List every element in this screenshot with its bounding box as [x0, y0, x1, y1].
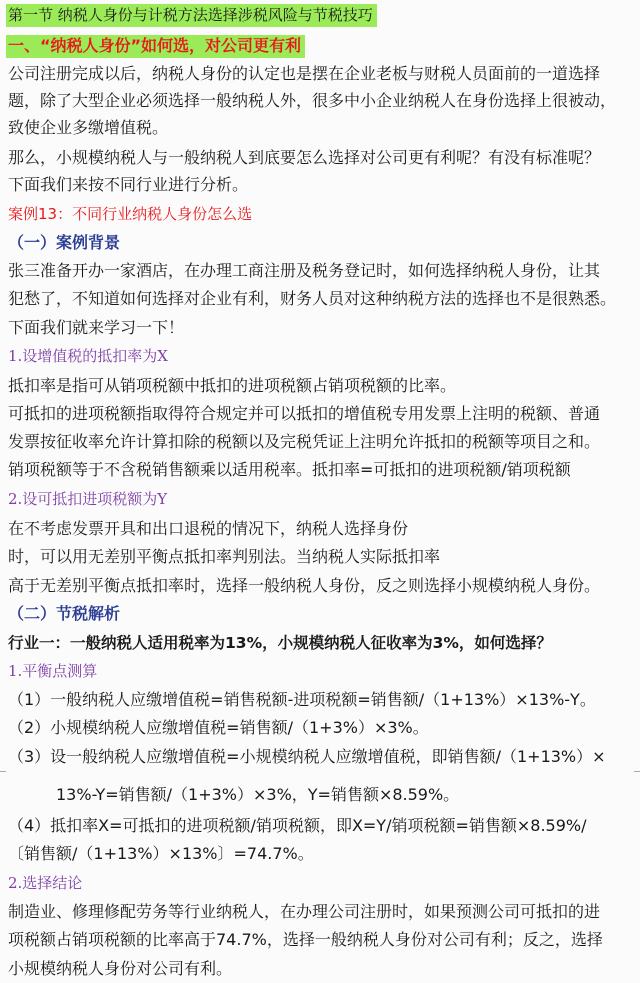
page-break-tick-left	[0, 771, 6, 772]
item-input-tax: 2.设可抵扣进项税额为Y	[8, 490, 168, 508]
item-conclusion: 2.选择结论	[8, 874, 83, 892]
heading-taxpayer-identity: 一、“纳税人身份”如何选，对公司更有利	[6, 35, 305, 58]
paragraph-intro-line: 致使企业多缴增值税。	[8, 118, 169, 137]
industry-one-heading: 行业一：一般纳税人适用税率为13%，小规模纳税人征收率为3%，如何选择？	[8, 634, 552, 652]
paragraph-conclusion-line: 制造业、修理修配劳务等行业纳税人，在办理公司注册时，如果预测公司可抵扣的进	[8, 902, 601, 921]
paragraph-deduction-line: 抵扣率是指可从销项税额中抵扣的进项税额占销项税额的比率。	[8, 376, 457, 395]
paragraph-deduction-line: 发票按征收率允许计算扣除的税额以及完税凭证上注明允许抵扣的税额等项目之和。	[8, 432, 601, 451]
paragraph-question-line: 那么，小规模纳税人与一般纳税人到底要怎么选择对公司更有利呢？有没有标准呢？	[8, 148, 601, 167]
calc-step-1: （1）一般纳税人应缴增值税=销售税额-进项税额=销售额/（1+13%）×13%-Y。	[8, 690, 596, 709]
paragraph-deduction-line: 销项税额等于不含税销售额乘以适用税率。抵扣率=可抵扣的进项税额/销项税额	[8, 460, 571, 479]
calc-step-3-continued: 13%-Y=销售额/（1+3%）×3%，Y=销售额×8.59%。	[56, 785, 460, 804]
case-title: 案例13：不同行业纳税人身份怎么选	[8, 205, 253, 223]
section-title: 第一节 纳税人身份与计税方法选择涉税风险与节税技巧	[6, 4, 377, 27]
subheading-tax-analysis: （二）节税解析	[8, 604, 121, 623]
paragraph-question-line: 下面我们来按不同行业进行分析。	[8, 175, 249, 194]
paragraph-conclusion-line: 项税额占销项税额的比率高于74.7%，选择一般纳税人身份对公司有利；反之，选择	[8, 930, 603, 949]
item-deduction-rate: 1.设增值税的抵扣率为X	[8, 347, 168, 365]
paragraph-case-line: 张三准备开办一家酒店，在办理工商注册及税务登记时，如何选择纳税人身份，让其	[8, 261, 601, 280]
page-break-tick-right	[634, 771, 640, 772]
calc-step-2: （2）小规模纳税人应缴增值税=销售额/（1+3%）×3%。	[8, 718, 429, 737]
paragraph-method-line: 高于无差别平衡点抵扣率时，选择一般纳税人身份，反之则选择小规模纳税人身份。	[8, 576, 601, 595]
paragraph-case-line: 犯愁了，不知道如何选择对企业有利，财务人员对这种纳税方法的选择也不是很熟悉。	[8, 289, 617, 308]
paragraph-conclusion-line: 小规模纳税人身份对公司有利。	[8, 959, 233, 978]
calc-step-4: （4）抵扣率X=可抵扣的进项税额/销项税额，即X=Y/销项税额=销售额×8.59%/	[8, 816, 587, 835]
paragraph-method-line: 时，可以用无差别平衡点抵扣率判别法。当纳税人实际抵扣率	[8, 547, 441, 566]
calc-step-3: （3）设一般纳税人应缴增值税=小规模纳税人应缴增值税，即销售额/（1+13%）×	[8, 747, 606, 766]
paragraph-method-line: 在不考虑发票开具和出口退税的情况下，纳税人选择身份	[8, 519, 409, 538]
paragraph-intro-line: 公司注册完成以后，纳税人身份的认定也是摆在企业老板与财税人员面前的一道选择	[8, 64, 601, 83]
subheading-case-background: （一）案例背景	[8, 233, 121, 252]
paragraph-deduction-line: 可抵扣的进项税额指取得符合规定并可以抵扣的增值税专用发票上注明的税额、普通	[8, 404, 601, 423]
item-balance-point: 1.平衡点测算	[8, 662, 98, 680]
paragraph-intro-line: 题，除了大型企业必须选择一般纳税人外，很多中小企业纳税人在身份选择上很被动，	[8, 91, 617, 110]
calc-step-4-continued: 〔销售额/（1+13%）×13%〕=74.7%。	[8, 844, 314, 863]
paragraph-case-line: 下面我们就来学习一下！	[8, 318, 185, 337]
